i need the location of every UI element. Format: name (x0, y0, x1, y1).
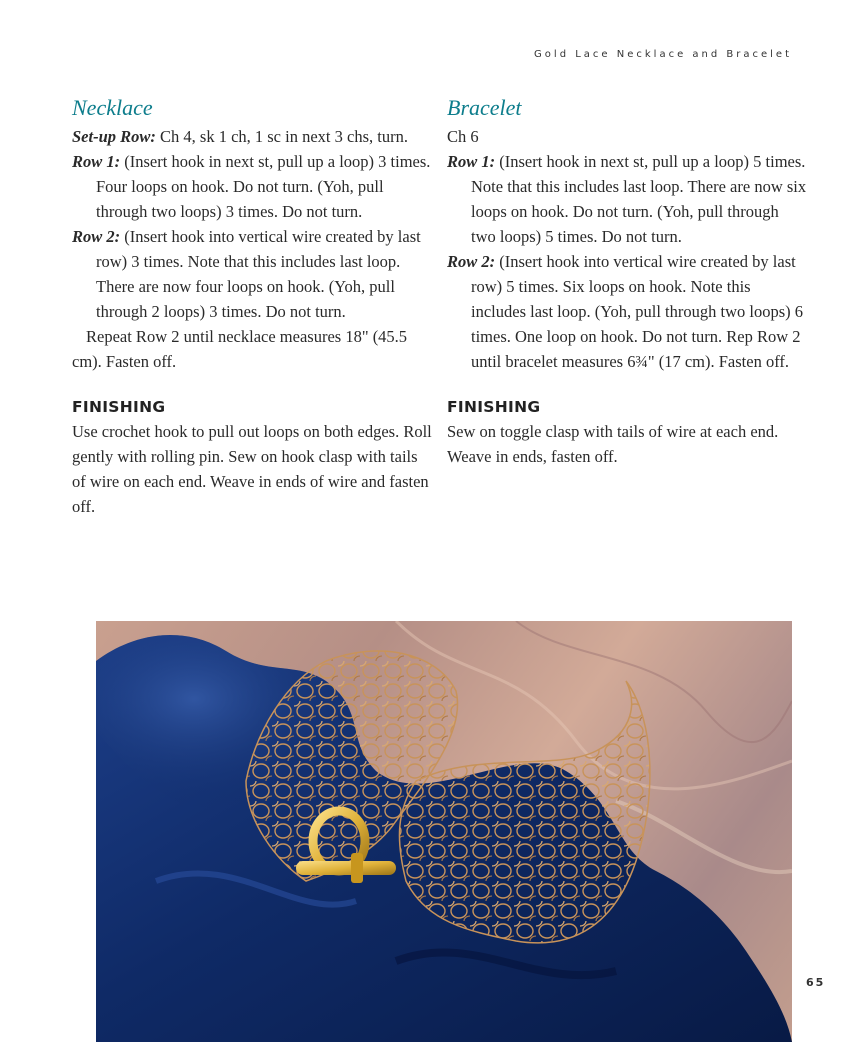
bracelet-finishing-heading: FINISHING (447, 398, 541, 416)
necklace-finishing-heading: FINISHING (72, 398, 166, 416)
bracelet-finishing-text: Sew on toggle clasp with tails of wire at each end. Weave in ends, fasten off. (447, 422, 779, 466)
row-text: (Insert hook in next st, pull up a loop) 5 times. Note that this includes last loop. There are now six loops on hook. Do not turn. (Yoh, pull through two loops) 5 times. Do not turn. (471, 152, 807, 246)
necklace-column (72, 94, 432, 519)
necklace-title: Necklace (72, 95, 153, 120)
necklace-finishing-text: Use crochet hook to pull out loops on both edges. Roll gently with rolling pin. Sew on hook clasp with tails of wire on each end. Weave in ends of wire and fasten off. (72, 422, 432, 516)
row-text: (Insert hook into vertical wire created by last row) 5 times. Six loops on hook. Note this includes last loop. (Yoh, pull through two loops) 6 times. One loop on hook. Do not turn. Rep Row 2 until bracelet measures 6¾" (17 cm). Fasten off. (471, 252, 803, 371)
necklace-repeat: Repeat Row 2 until necklace measures 18" (45.5 cm). Fasten off. (72, 327, 408, 371)
page-number: 65 (806, 976, 826, 989)
bracelet-photo (96, 621, 792, 1042)
running-head: Gold Lace Necklace and Bracelet (534, 49, 792, 60)
row-label: Row 1: (447, 152, 496, 171)
bracelet-column (447, 94, 807, 469)
row-text: (Insert hook into vertical wire created by last row) 3 times. Note that this includes last loop. There are now four loops on hook. (Yoh, pull through 2 loops) 3 times. Do not turn. (96, 227, 421, 321)
bracelet-title: Bracelet (447, 95, 522, 120)
bracelet-intro: Ch 6 (447, 127, 479, 146)
row-label: Row 2: (447, 252, 496, 271)
bracelet-row-2 (447, 249, 807, 374)
necklace-row-2 (72, 224, 432, 324)
bracelet-row-1 (447, 149, 807, 249)
necklace-row-1 (72, 149, 432, 224)
bracelet-photo-illustration (96, 621, 792, 1042)
row-label: Row 1: (72, 152, 121, 171)
row-label: Set-up Row: (72, 127, 156, 146)
row-label: Row 2: (72, 227, 121, 246)
row-text: (Insert hook in next st, pull up a loop) 3 times. Four loops on hook. Do not turn. (Yoh, pull through two loops) 3 times. Do not turn. (96, 152, 431, 221)
necklace-setup-row (72, 124, 432, 149)
row-text: Ch 4, sk 1 ch, 1 sc in next 3 chs, turn. (155, 127, 408, 146)
